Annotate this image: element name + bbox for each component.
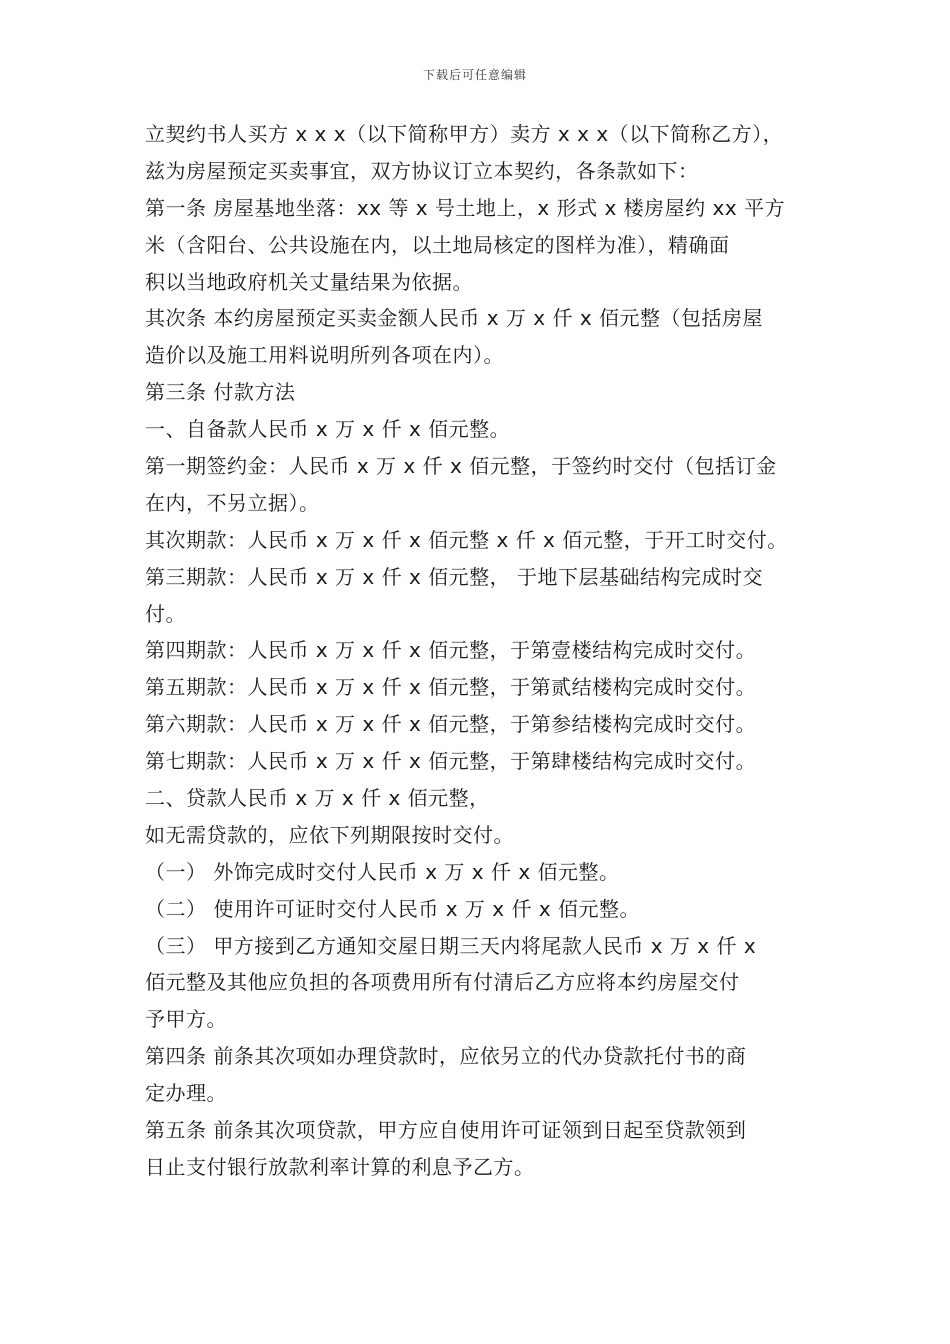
text-line: 第一条 房屋基地坐落：xx 等 x 号土地上，x 形式 x 楼房屋约 xx 平方 [145, 195, 786, 220]
contract-body [145, 116, 825, 1186]
text-line: 日止支付银行放款利率计算的利息予乙方。 [145, 1154, 535, 1179]
text-line: 第六期款：人民币 x 万 x 仟 x 佰元整，于第参结楼构完成时交付。 [145, 712, 757, 737]
text-line: 一、自备款人民币 x 万 x 仟 x 佰元整。 [145, 417, 511, 442]
text-line: 造价以及施工用料说明所列各项在内）。 [145, 343, 504, 368]
text-line: 第三条 付款方法 [145, 380, 296, 405]
text-line: （一） 外饰完成时交付人民币 x 万 x 仟 x 佰元整。 [145, 859, 620, 884]
text-line: 米（含阳台、公共设施在内，以土地局核定的图样为准），精确面 [145, 232, 730, 257]
text-line: 其次期款：人民币 x 万 x 仟 x 佰元整 x 仟 x 佰元整，于开工时交付。 [145, 527, 788, 552]
text-line: 第三期款：人民币 x 万 x 仟 x 佰元整， 于地下层基础结构完成时交 [145, 564, 764, 589]
text-line: 第一期签约金：人民币 x 万 x 仟 x 佰元整，于签约时交付（包括订金 [145, 454, 777, 479]
text-line: （二） 使用许可证时交付人民币 x 万 x 仟 x 佰元整。 [145, 896, 641, 921]
text-line: 二、贷款人民币 x 万 x 仟 x 佰元整， [145, 786, 490, 811]
text-line: （三） 甲方接到乙方通知交屋日期三天内将尾款人民币 x 万 x 仟 x [145, 933, 757, 958]
text-line: 付。 [145, 601, 186, 626]
text-line: 第四条 前条其次项如办理贷款时，应依另立的代办贷款托付书的商 [145, 1044, 747, 1069]
text-line: 第七期款：人民币 x 万 x 仟 x 佰元整，于第肆楼结构完成时交付。 [145, 749, 757, 774]
text-line: 在内，不另立据）。 [145, 490, 320, 515]
header-note: 下载后可任意编辑 [422, 68, 527, 82]
text-line: 兹为房屋预定买卖事宜，双方协议订立本契约，各条款如下： [145, 158, 699, 183]
text-line: 立契约书人买方 x x x（以下简称甲方）卖方 x x x（以下简称乙方）， [145, 122, 784, 146]
text-line: 定办理。 [145, 1081, 227, 1106]
text-line: 其次条 本约房屋预定买卖金额人民币 x 万 x 仟 x 佰元整（包括房屋 [145, 306, 764, 331]
text-line: 第五条 前条其次项贷款，甲方应自使用许可证领到日起至贷款领到 [145, 1118, 747, 1143]
text-line: 第四期款：人民币 x 万 x 仟 x 佰元整，于第壹楼结构完成时交付。 [145, 638, 757, 663]
text-line: 佰元整及其他应负担的各项费用所有付清后乙方应将本约房屋交付 [145, 970, 740, 995]
text-line: 予甲方。 [145, 1007, 227, 1032]
text-line: 积以当地政府机关丈量结果为依据。 [145, 269, 473, 294]
text-line: 第五期款：人民币 x 万 x 仟 x 佰元整，于第贰结楼构完成时交付。 [145, 675, 757, 700]
text-line: 如无需贷款的，应依下列期限按时交付。 [145, 822, 514, 847]
